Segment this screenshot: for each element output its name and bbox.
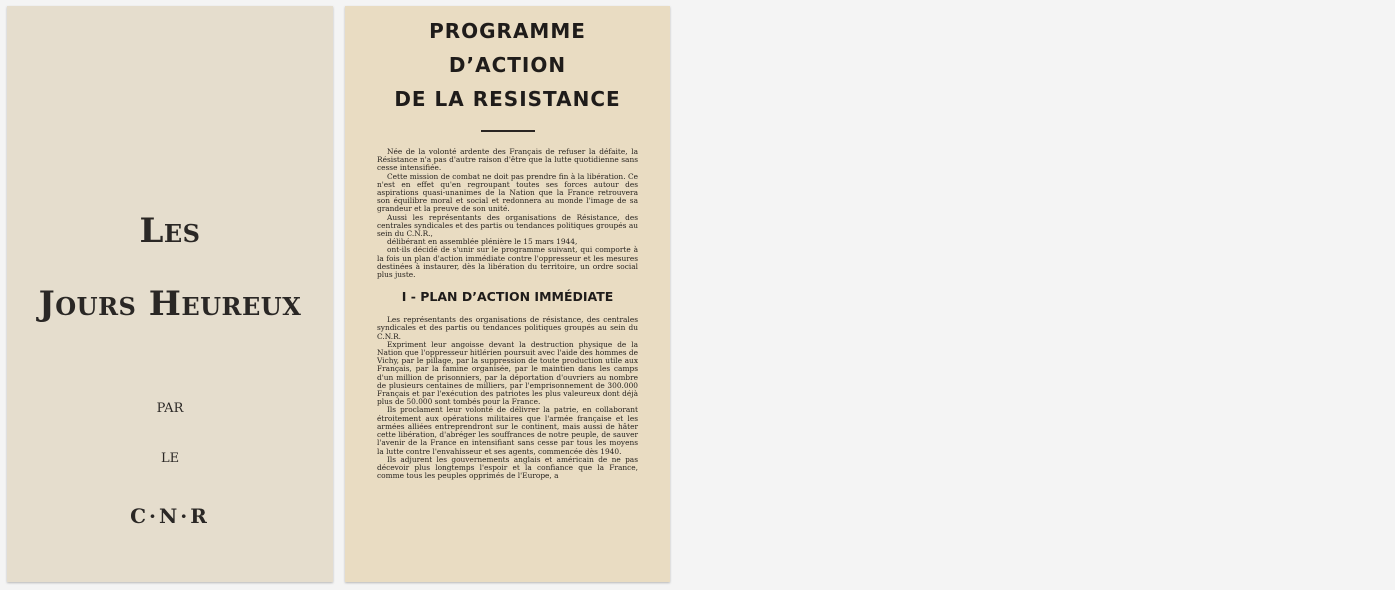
intro-paragraph: Née de la volonté ardente des Français de refuser la défaite, la Résistance n'a pas d'autre raison d'être que la lutte quotidienne sans cesse intensifiée. bbox=[377, 147, 638, 173]
section-paragraph: Expriment leur angoisse devant la destruction physique de la Nation que l'oppresseur hitlérien poursuit avec l'aide des hommes de Vichy, par le pillage, par la suppression de toute production utile aux Français, par la famine organisée, par le maintien dans les camps d'un million de prisonniers, par la déportation d'ouvriers au nombre de plusieurs centaines de milliers, par l'emprisonnement de 300.000 Français et par l'exécution des patriotes les plus valeureux dont déjà plus de 50.000 sont tombés pour la France. bbox=[377, 339, 638, 407]
title-divider bbox=[481, 130, 535, 132]
program-title-line2: DE LA RESISTANCE bbox=[394, 87, 621, 111]
cover-title-line2: Jours Heureux bbox=[38, 284, 302, 324]
program-page bbox=[345, 6, 670, 582]
intro-paragraph: Cette mission de combat ne doit pas prendre fin à la libération. Ce n'est en effet qu'en regroupant toutes ses forces autour des aspirations quasi-unanimes de la Nation que la France retrouvera son équilibre moral et social et redonnera au monde l'image de sa grandeur et la preuve de son unité. bbox=[377, 171, 638, 214]
section-paragraph: Les représentants des organisations de résistance, des centrales syndicales et des partis ou tendances politiques groupés au sein du C.N.R. bbox=[377, 315, 638, 341]
section-text bbox=[377, 316, 638, 480]
cover-cnr: C·N·R bbox=[130, 504, 210, 528]
section-paragraph: Ils adjurent les gouvernements anglais et américain de ne pas décevoir plus longtemps l'espoir et la confiance que la France, comme tous les peuples opprimés de l'Europe, a bbox=[377, 454, 638, 481]
intro-paragraph: ont-ils décidé de s'unir sur le programme suivant, qui comporte à la fois un plan d'action immédiate contre l'oppresseur et les mesures destinées à instaurer, dès la libération du territoire, un ordre social plus juste. bbox=[377, 245, 638, 280]
intro-paragraph: Aussi les représentants des organisations de Résistance, des centrales syndicales et des partis ou tendances politiques groupés au sein du C.N.R., bbox=[377, 212, 638, 239]
intro-paragraph: délibérant en assemblée plénière le 15 mars 1944, bbox=[387, 237, 578, 247]
cover-par: PAR bbox=[156, 401, 184, 416]
section-title: I - PLAN D’ACTION IMMÉDIATE bbox=[401, 289, 614, 305]
cover-title-line1: Les bbox=[139, 211, 201, 251]
program-title-line1: PROGRAMME D’ACTION bbox=[429, 19, 586, 77]
cover-le: LE bbox=[160, 451, 180, 466]
program-title bbox=[377, 14, 638, 116]
section-paragraph: Ils proclament leur volonté de délivrer la patrie, en collaborant étroitement aux opérations militaires que l'armée française et les armées alliées entreprendront sur le continent, mais aussi de hâter cette libération, d'abréger les souffrances de notre peuple, de sauver l'avenir de la France en intensifiant sans cesse par tous les moyens la lutte contre l'envahisseur et ses agents, commencée dès 1940. bbox=[377, 405, 638, 456]
intro-text bbox=[377, 148, 638, 279]
cover-page bbox=[7, 6, 333, 582]
